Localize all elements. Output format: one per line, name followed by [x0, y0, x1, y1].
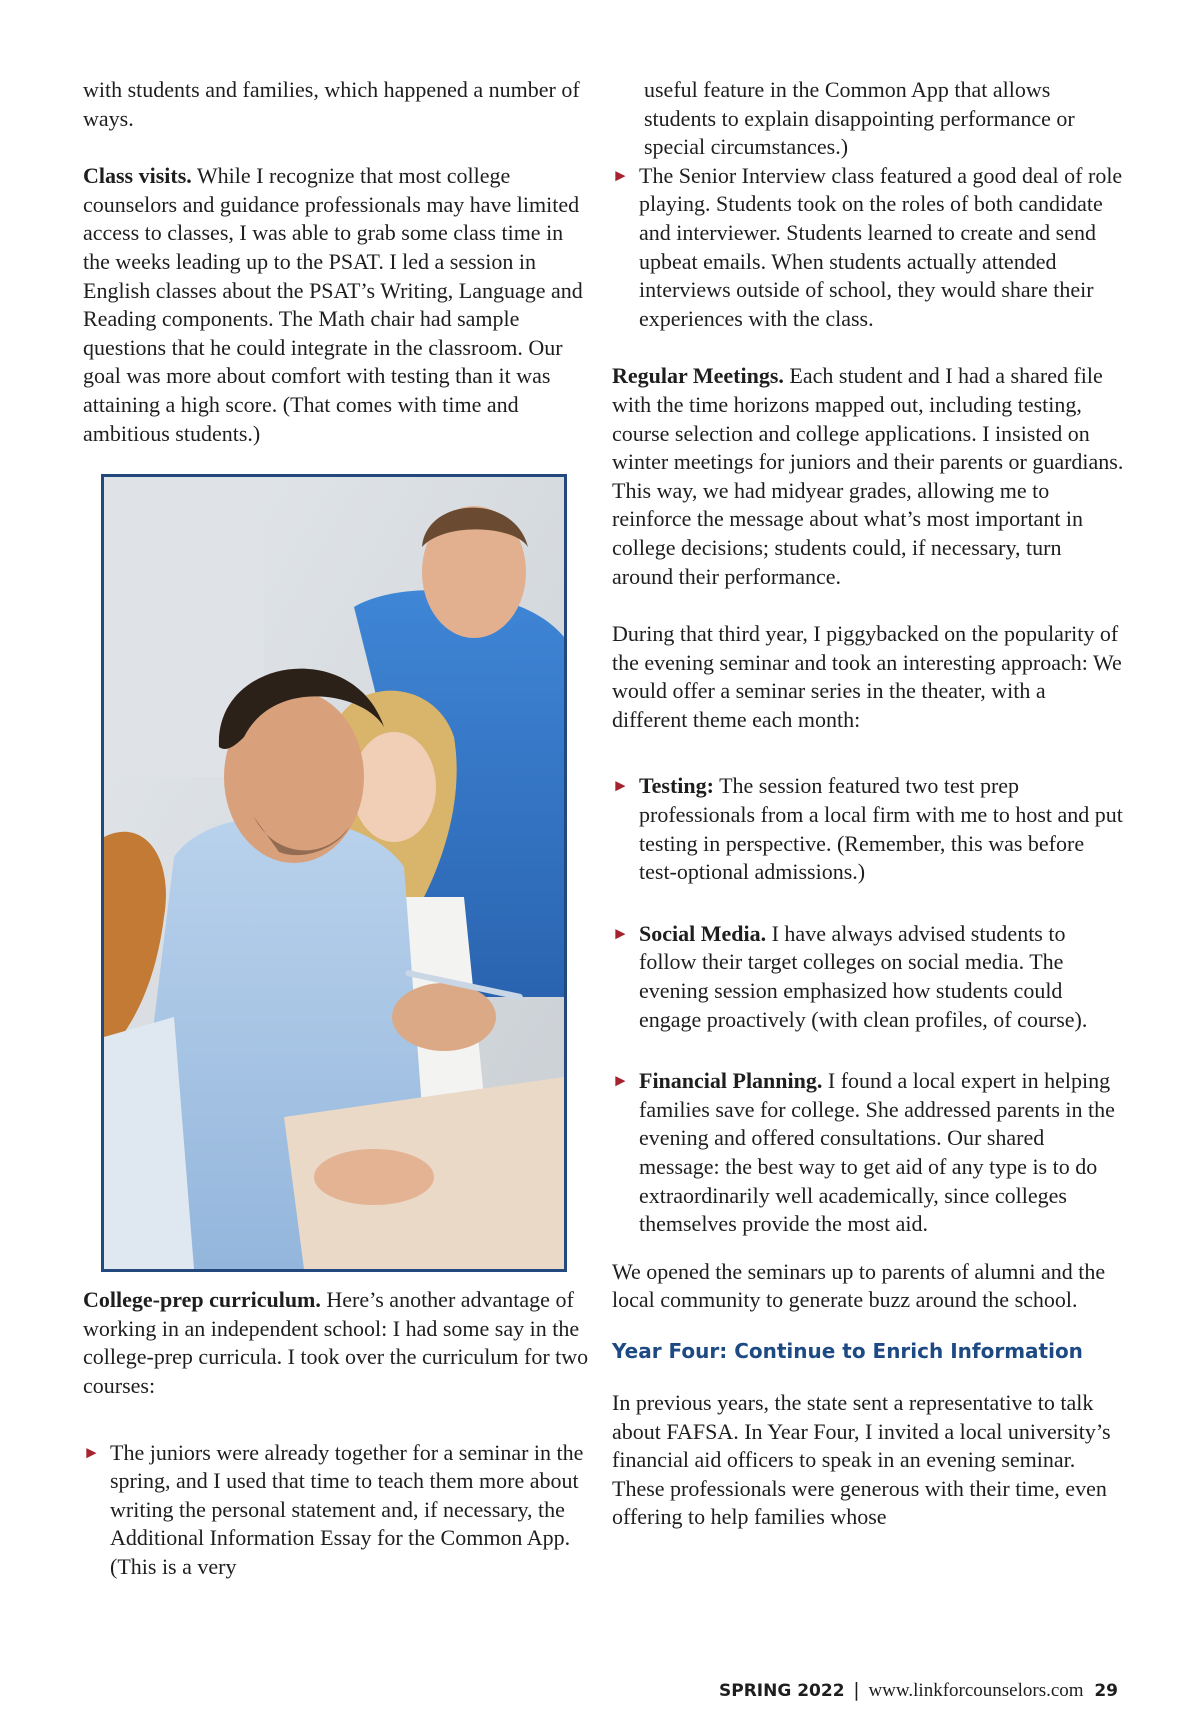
triangle-right-icon: ► [612, 165, 629, 185]
juniors-bullet [83, 1439, 591, 1582]
class-visits-text: While I recognize that most college counselors and guidance professionals may have limited access to classes, I was able to grab some class time in the weeks leading up to the PSAT. I led a session in English classes about the PSAT’s Writing, Language and Reading components. The Math chair had sample questions that he could integrate in the classroom. Our goal was more about comfort with testing than it was attaining a high score. (That comes with time and ambitious students.) [83, 163, 583, 446]
college-prep-lead: College-prep curriculum. [83, 1287, 321, 1313]
class-visits-paragraph [83, 162, 591, 448]
college-prep-paragraph [83, 1286, 591, 1400]
testing-text: The session featured two test prep professionals from a local firm with me to host and put testing in perspective. (Remember, this was before test-optional admissions.) [639, 773, 1123, 885]
classroom-photo-image [104, 477, 564, 1269]
senior-interview-bullet [612, 162, 1124, 334]
intro-paragraph: with students and families, which happened a number of ways. [83, 77, 580, 131]
continuation-paragraph: useful feature in the Common App that allows students to explain disappointing performance or special circumstances.) [644, 77, 1075, 160]
third-year-paragraph: During that third year, I piggybacked on the popularity of the evening seminar and took an interesting approach: We would offer a seminar series in the theater, with a different theme each month: [612, 621, 1122, 732]
class-visits-lead: Class visits. [83, 163, 192, 189]
senior-interview-text: The Senior Interview class featured a good deal of role playing. Students took on the roles of both candidate and interviewer. Students learned to create and send upbeat emails. When students actually attended interviews outside of school, they would share their experiences with the class. [639, 162, 1123, 331]
financial-planning-lead: Financial Planning. [639, 1068, 823, 1094]
issue-label: SPRING 2022 [719, 1681, 845, 1701]
page-footer [719, 1678, 1118, 1703]
classroom-photo [101, 474, 567, 1272]
juniors-bullet-text: The juniors were already together for a seminar in the spring, and I used that time to teach them more about writing the personal statement and, if necessary, the Additional Information Essay for the Common App. (This is a very [110, 1439, 584, 1579]
social-media-bullet [612, 920, 1124, 1034]
financial-planning-text: I found a local expert in helping families save for college. She addressed parents in the evening and offered consultations. Our shared message: the best way to get aid of any type is to do extraordinarily well academically, since colleges themselves provide the most aid. [639, 1068, 1115, 1237]
left-column [83, 76, 591, 1581]
financial-planning-bullet [612, 1067, 1124, 1239]
triangle-right-icon: ► [612, 1071, 629, 1091]
website-link[interactable]: www.linkforcounselors.com [868, 1680, 1084, 1701]
right-column [612, 76, 1124, 1532]
triangle-right-icon: ► [83, 1442, 100, 1462]
regular-meetings-text: Each student and I had a shared file with the time horizons mapped out, including testing, course selection and college applications. I insisted on winter meetings for juniors and their parents or guardians. This way, we had midyear grades, allowing me to reinforce the message about what’s most important in college decisions; students could, if necessary, turn around their performance. [612, 363, 1124, 589]
testing-lead: Testing: [639, 773, 714, 799]
page-number: 29 [1094, 1681, 1118, 1701]
footer-separator: | [853, 1679, 860, 1701]
social-media-text: I have always advised students to follow their target colleges on social media. The evening session emphasized how students could engage proactively (with clean profiles, of course). [639, 920, 1088, 1032]
social-media-lead: Social Media. [639, 920, 767, 946]
college-prep-text: Here’s another advantage of working in an independent school: I had some say in the college-prep curricula. I took over the curriculum for two courses: [83, 1287, 589, 1398]
regular-meetings-lead: Regular Meetings. [612, 363, 784, 389]
opened-seminars-paragraph: We opened the seminars up to parents of alumni and the local community to generate buzz around the school. [612, 1258, 1106, 1313]
regular-meetings-paragraph [612, 362, 1124, 591]
testing-bullet [612, 772, 1124, 886]
year-four-heading: Year Four: Continue to Enrich Information [612, 1338, 1083, 1363]
triangle-right-icon: ► [612, 776, 629, 796]
triangle-right-icon: ► [612, 923, 629, 943]
year-four-paragraph: In previous years, the state sent a representative to talk about FAFSA. In Year Four, I invited a local university’s financial aid officers to speak in an evening seminar. These professionals were generous with their time, even offering to help families whose [612, 1389, 1111, 1530]
